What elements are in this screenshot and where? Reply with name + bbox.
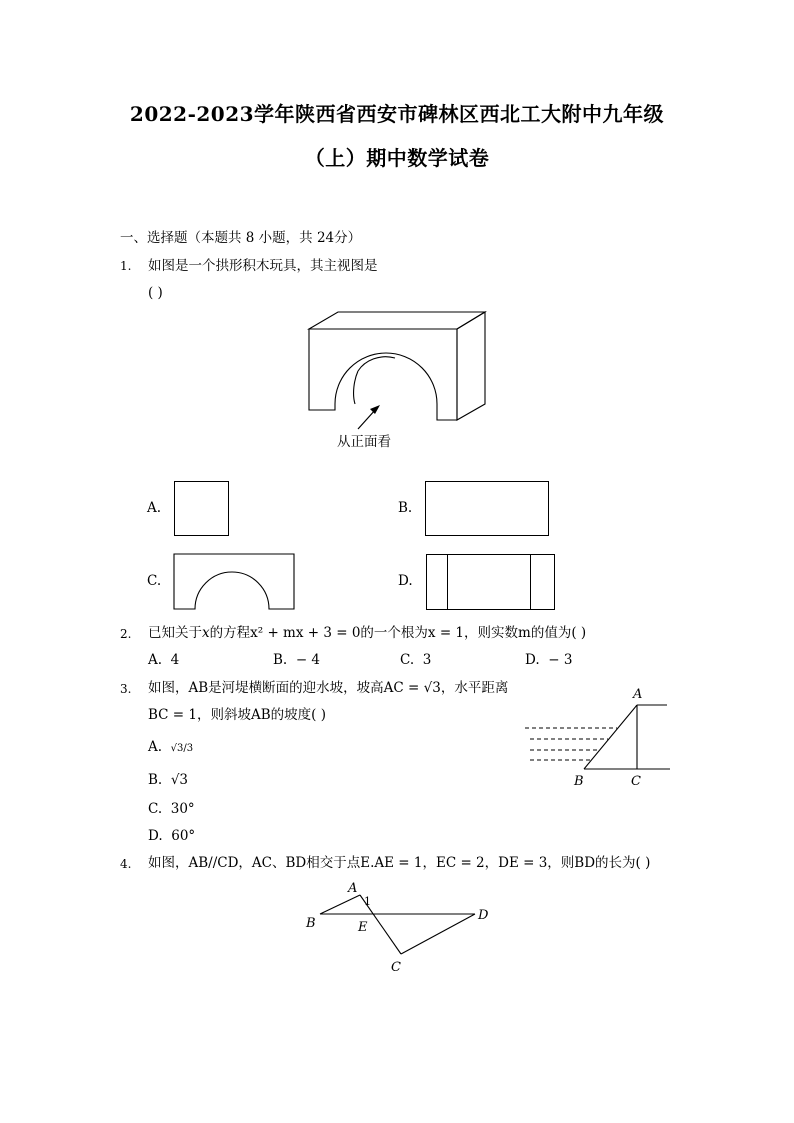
paper-title-line1: 2022-2023学年陕西省西安市碑林区西北工大附中九年级 xyxy=(129,102,665,126)
q3-label-c: C xyxy=(631,774,641,789)
q4-label-a: A xyxy=(348,881,358,896)
q2-var-x: x xyxy=(202,625,210,641)
q3-option-d xyxy=(148,828,195,844)
q1-option-b-rectangle xyxy=(425,481,549,536)
q2-option-b-letter: B. xyxy=(273,652,288,668)
q2-number: 2. xyxy=(120,627,132,641)
q1-arch-figure xyxy=(300,308,500,458)
q4-segment-cd xyxy=(401,914,475,954)
q3-option-b xyxy=(148,772,188,788)
q1-option-a-square xyxy=(174,481,229,536)
q3-option-a-letter: A. xyxy=(148,739,163,755)
q1-number: 1. xyxy=(120,259,132,273)
q2-text-equation: 的方程x² + mx + 3 = 0的一个根为x = 1，则实数m的值为( ) xyxy=(209,625,587,641)
q1-option-b-label: B. xyxy=(398,500,413,516)
q1-option-a-label: A. xyxy=(147,500,162,516)
q1-option-d-rectangle xyxy=(426,554,555,610)
q2-option-c-letter: C. xyxy=(400,652,415,668)
q3-line2: BC = 1，则斜坡AB的坡度( ) xyxy=(148,707,326,723)
q3-option-b-letter: B. xyxy=(148,772,163,788)
q1-option-c-arch xyxy=(173,553,297,611)
q3-option-a xyxy=(148,739,193,755)
q3-water-lines xyxy=(525,728,617,760)
q3-line1: 如图，AB是河堤横断面的迎水坡，坡高AC = √3，水平距离 xyxy=(148,680,509,696)
q3-option-d-value: 60° xyxy=(171,828,196,844)
q3-number: 3. xyxy=(120,682,132,696)
q3-option-c xyxy=(148,801,195,817)
q2-option-d-letter: D. xyxy=(525,652,540,668)
arrow-head-icon xyxy=(370,405,380,414)
q3-option-a-value: √3/3 xyxy=(170,743,194,754)
q3-slope-figure xyxy=(520,684,680,792)
q2-option-d-value: − 3 xyxy=(548,652,573,668)
section-heading: 一、选择题（本题共 8 小题，共 24分） xyxy=(120,230,362,246)
q1-paren: ( ) xyxy=(148,285,163,301)
q1-option-d-line-left xyxy=(447,554,448,610)
q3-option-c-value: 30° xyxy=(170,801,195,817)
q1-text: 如图是一个拱形积木玩具，其主视图是 xyxy=(148,258,378,274)
q4-triangles-figure xyxy=(300,878,500,978)
q2-option-b-value: − 4 xyxy=(295,652,321,668)
q3-option-d-letter: D. xyxy=(148,828,163,844)
q4-text: 如图，AB//CD，AC、BD相交于点E.AE = 1，EC = 2，DE = 3，则BD的长为( ) xyxy=(148,855,651,871)
q2-option-d xyxy=(525,652,572,668)
q4-segment-ba xyxy=(320,895,360,914)
q2-option-a-value: 4 xyxy=(170,652,180,668)
q4-label-e: E xyxy=(358,920,368,935)
q4-label-c: C xyxy=(391,960,401,975)
q3-label-a: A xyxy=(633,687,643,702)
q2-option-a-letter: A. xyxy=(148,652,163,668)
q3-option-b-value: √3 xyxy=(170,772,189,788)
q3-slope-ab xyxy=(584,705,637,769)
q3-option-c-letter: C. xyxy=(148,801,163,817)
q2-option-a xyxy=(148,652,179,668)
q4-label-b: B xyxy=(306,916,316,931)
q2-text-before: 已知关于 xyxy=(148,625,202,641)
paper-title-line2: （上）期中数学试卷 xyxy=(304,146,490,170)
q4-number: 4. xyxy=(120,857,132,871)
q1-option-c-label: C. xyxy=(147,573,162,589)
q3-label-b: B xyxy=(574,774,584,789)
q1-figure-caption: 从正面看 xyxy=(337,434,391,450)
q2-option-c-value: 3 xyxy=(422,652,432,668)
q1-option-d-line-right xyxy=(530,554,531,610)
q1-option-d-label: D. xyxy=(398,573,413,589)
q4-label-d: D xyxy=(478,908,489,923)
q2-option-b xyxy=(273,652,320,668)
q4-label-angle-1: 1 xyxy=(364,895,371,908)
q2-text xyxy=(148,624,586,642)
q2-option-c xyxy=(400,652,431,668)
